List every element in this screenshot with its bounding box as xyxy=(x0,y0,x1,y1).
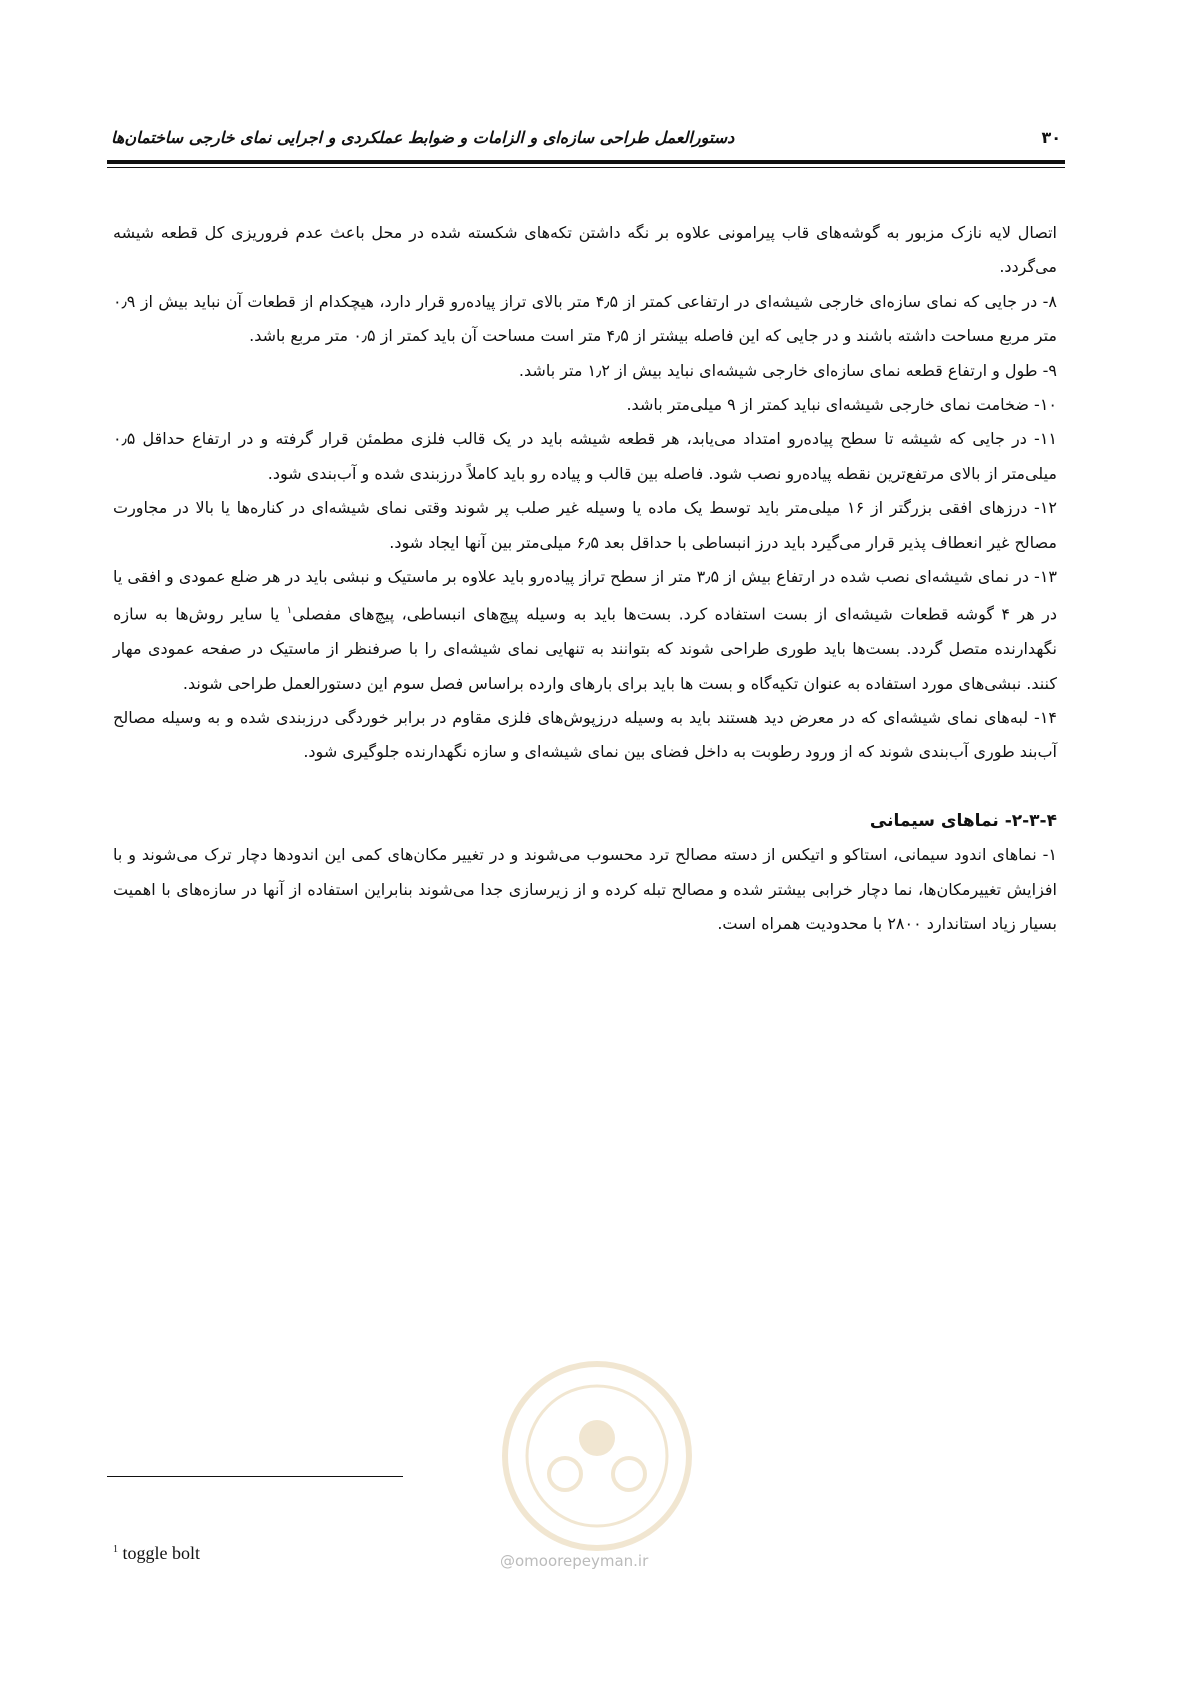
paragraph-8: ۸- در جایی که نمای سازه‌ای خارجی شیشه‌ای در ارتفاعی کمتر از ۴٫۵ متر بالای تراز پیاده‌رو قرار دارد، هیچکدام از قطعات آن نباید بیش از ۰٫۹ متر مربع مساحت داشته باشند و در جایی که این فاصله بیشتر از ۴٫۵ متر است مساحت آن باید کمتر از ۰٫۵ متر مربع باشد. xyxy=(113,291,1058,346)
header-rule-thick xyxy=(107,160,1065,164)
section-heading: ۲-۳-۴- نماهای سیمانی xyxy=(869,810,1057,831)
paragraph-10: ۱۰- ضخامت نمای خارجی شیشه‌ای نباید کمتر از ۹ میلی‌متر باشد. xyxy=(626,395,1057,415)
running-title: دستورالعمل طراحی سازه‌ای و الزامات و ضوابط عملکردی و اجرایی نمای خارجی ساختمان‌ها xyxy=(111,128,735,147)
paragraph-13-part1: ۱۳- در نمای شیشه‌ای نصب شده در ارتفاع بیش از ۳٫۵ متر از سطح تراز پیاده‌رو باید علاوه بر ماستیک و نبشی باید در هر ضلع عمودی و افقی یا در هر ۴ گوشه قطعات شیشه‌ای از بست استفاده کرد. بست‌ها باید به وسیله پیچ‌های انبساطی، پیچ‌های مفصلی xyxy=(113,567,1058,624)
paragraph-13-part2: یا سایر روش‌ها به سازه نگهدارنده متصل گردد. بست‌ها باید طوری طراحی شوند که بتوانند به تنهایی نمای شیشه‌ای را با صرفنظر از ماستیک در صفحه عمودی مهار کنند. نبشی‌های مورد استفاده به عنوان تکیه‌گاه و بست ها باید برای بارهای وارده براساس فصل سوم این دستورالعمل طراحی شوند. xyxy=(113,604,1057,693)
paragraph-continuation: اتصال لایه نازک مزبور به گوشه‌های قاب پیرامونی علاوه بر نگه داشتن تکه‌های شکسته شده در محل باعث عدم فروریزی کل قطعه شیشه می‌گردد. xyxy=(113,223,1057,277)
section-paragraph-1: ۱- نماهای اندود سیمانی، استاکو و اتیکس از دسته مصالح ترد محسوب می‌شوند و در تغییر مکان‌های کمی این اندودها دچار ترک می‌شوند و با افزایش تغییرمکان‌ها، نما دچار خرابی بیشتر شده و مصالح تبله کرده و از زیرسازی جدا می‌شوند بنابراین استفاده از آنها در سازه‌های با اهمیت بسیار زیاد استاندارد ۲۸۰۰ با محدودیت همراه است. xyxy=(113,845,1057,934)
watermark-text: @omoorepeyman.ir xyxy=(500,1552,649,1570)
paragraph-11: ۱۱- در جایی که شیشه تا سطح پیاده‌رو امتداد می‌یابد، هر قطعه شیشه باید در یک قالب فلزی مطمئن قرار گرفته و در ارتفاع حداقل ۰٫۵ میلی‌متر از بالای مرتفع‌ترین نقطه پیاده‌رو نصب شود. فاصله بین قالب و پیاده رو باید کاملاً درزبندی شده و آب‌بندی شود. xyxy=(113,429,1057,483)
footnote-rule xyxy=(107,1476,403,1477)
footnote-text: toggle bolt xyxy=(118,1543,200,1563)
page-header xyxy=(107,128,1065,154)
header-rule-thin xyxy=(107,167,1065,168)
footnote-ref[interactable]: ۱ xyxy=(286,605,293,617)
paragraph-13 xyxy=(113,560,1057,701)
page-number: ۳۰ xyxy=(1041,128,1061,147)
footnote-marker: 1 xyxy=(113,1544,118,1555)
paragraph-12: ۱۲- درزهای افقی بزرگتر از ۱۶ میلی‌متر باید توسط یک ماده یا وسیله غیر صلب پر شوند وقتی نمای شیشه‌ای در کناره‌ها یا بالا در مجاورت مصالح غیر انعطاف پذیر قرار می‌گیرد باید درز انبساطی با حداقل بعد ۶٫۵ میلی‌متر بین آنها ایجاد شود. xyxy=(113,498,1058,552)
footnote xyxy=(113,1543,200,1564)
paragraph-14: ۱۴- لبه‌های نمای شیشه‌ای که در معرض دید هستند باید به وسیله درزپوش‌های فلزی مقاوم در برابر خوردگی درزبندی شده و به وسیله مصالح آب‌بند طوری آب‌بندی شوند که از ورود رطوبت به داخل فضای بین نمای شیشه‌ای و سازه نگهدارنده جلوگیری شود. xyxy=(113,708,1057,762)
body-text xyxy=(113,216,1057,941)
watermark-seal-icon xyxy=(497,1356,697,1556)
paragraph-9: ۹- طول و ارتفاع قطعه نمای سازه‌ای خارجی شیشه‌ای نباید بیش از ۱٫۲ متر باشد. xyxy=(518,360,1057,380)
